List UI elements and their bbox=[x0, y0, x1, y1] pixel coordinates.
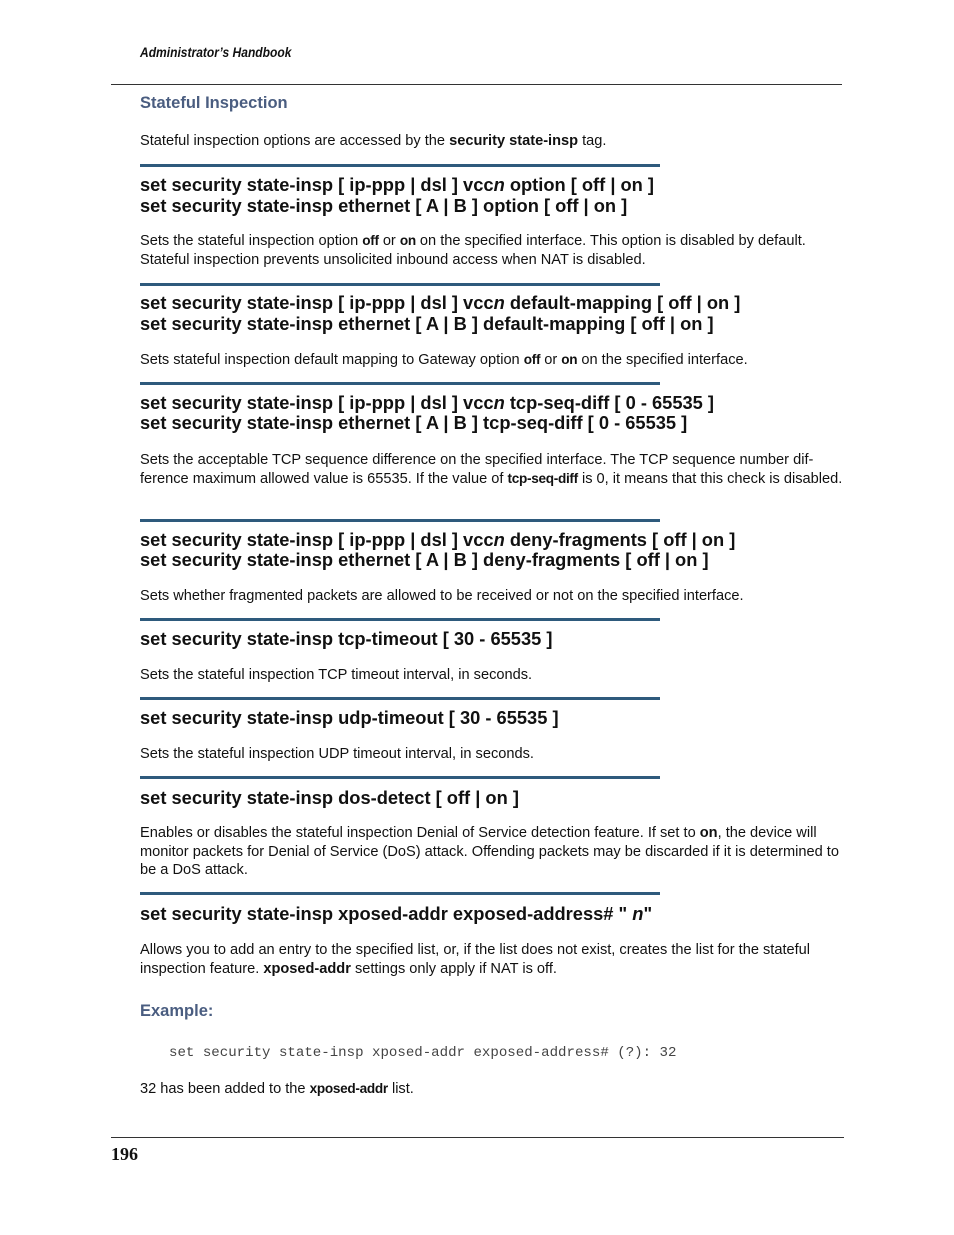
command-deny-fragments-line2: set security state-insp ethernet [ A | B ] deny-fragments [ off | on ] bbox=[140, 549, 709, 570]
command-udp-timeout-description: Sets the stateful inspection UDP timeout interval, in seconds. bbox=[140, 746, 534, 762]
command-rule bbox=[140, 164, 660, 167]
command-tcp-timeout: set security state-insp tcp-timeout [ 30 - 65535 ] bbox=[140, 628, 553, 649]
command-option-line2: set security state-insp ethernet [ A | B ] option [ off | on ] bbox=[140, 195, 628, 216]
command-dos-detect: set security state-insp dos-detect [ off | on ] bbox=[140, 787, 519, 808]
command-tcp-seq-diff-description: Sets the acceptable TCP sequence difference on the specified interface. The TCP sequence number dif-ference maximum allowed value is 65535. If the value of tcp-seq-diff is 0, it means that this check is disabled. bbox=[140, 452, 843, 487]
command-xposed-addr-description: Allows you to add an entry to the specified list, or, if the list does not exist, creates the list for the stateful inspection feature. xposed-addr settings only apply if NAT is off. bbox=[140, 942, 811, 977]
running-header: Administrator’s Handbook bbox=[140, 44, 292, 60]
section-intro: Stateful inspection options are accessed by the security state-insp tag. bbox=[140, 133, 607, 149]
command-default-mapping-line2: set security state-insp ethernet [ A | B ] default-mapping [ off | on ] bbox=[140, 313, 714, 334]
command-rule bbox=[140, 776, 660, 779]
command-tcp-seq-diff-line1: set security state-insp [ ip-ppp | dsl ] vccn tcp-seq-diff [ 0 - 65535 ] bbox=[140, 392, 714, 413]
command-rule bbox=[140, 697, 660, 700]
header-rule bbox=[111, 84, 842, 85]
command-rule bbox=[140, 382, 660, 385]
command-dos-detect-description: Enables or disables the stateful inspection Denial of Service detection feature. If set to on, the device will monitor packets for Denial of Service (DoS) attack. Offending packets may be discarded if it is determined to be a DoS attack. bbox=[140, 825, 839, 878]
page-number: 196 bbox=[111, 1144, 138, 1164]
section-title: Stateful Inspection bbox=[140, 94, 288, 112]
command-rule bbox=[140, 519, 660, 522]
intro-keyword: security state-insp bbox=[449, 133, 579, 149]
command-xposed-addr: set security state-insp xposed-addr exposed-address# " n" bbox=[140, 903, 653, 924]
command-default-mapping-description: Sets stateful inspection default mapping to Gateway option off or on on the specified interface. bbox=[140, 352, 748, 368]
command-rule bbox=[140, 618, 660, 621]
footer-rule bbox=[111, 1137, 844, 1138]
example-result: 32 has been added to the xposed-addr list. bbox=[140, 1081, 414, 1097]
command-option-description: Sets the stateful inspection option off or on on the specified interface. This option is disabled by default. Stateful inspection prevents unsolicited inbound access when NAT is disabled. bbox=[140, 233, 806, 268]
command-udp-timeout: set security state-insp udp-timeout [ 30 - 65535 ] bbox=[140, 707, 559, 728]
command-tcp-timeout-description: Sets the stateful inspection TCP timeout interval, in seconds. bbox=[140, 667, 533, 683]
example-title: Example: bbox=[140, 1002, 214, 1020]
example-code: set security state-insp xposed-addr exposed-address# (?): 32 bbox=[169, 1045, 677, 1061]
command-tcp-seq-diff-line2: set security state-insp ethernet [ A | B ] tcp-seq-diff [ 0 - 65535 ] bbox=[140, 412, 688, 433]
command-rule bbox=[140, 892, 660, 895]
command-default-mapping-line1: set security state-insp [ ip-ppp | dsl ] vccn default-mapping [ off | on ] bbox=[140, 292, 741, 313]
command-rule bbox=[140, 283, 660, 286]
command-deny-fragments-line1: set security state-insp [ ip-ppp | dsl ] vccn deny-fragments [ off | on ] bbox=[140, 529, 736, 550]
command-deny-fragments-description: Sets whether fragmented packets are allowed to be received or not on the specified interface. bbox=[140, 588, 744, 604]
command-option-line1: set security state-insp [ ip-ppp | dsl ] vccn option [ off | on ] bbox=[140, 174, 655, 195]
